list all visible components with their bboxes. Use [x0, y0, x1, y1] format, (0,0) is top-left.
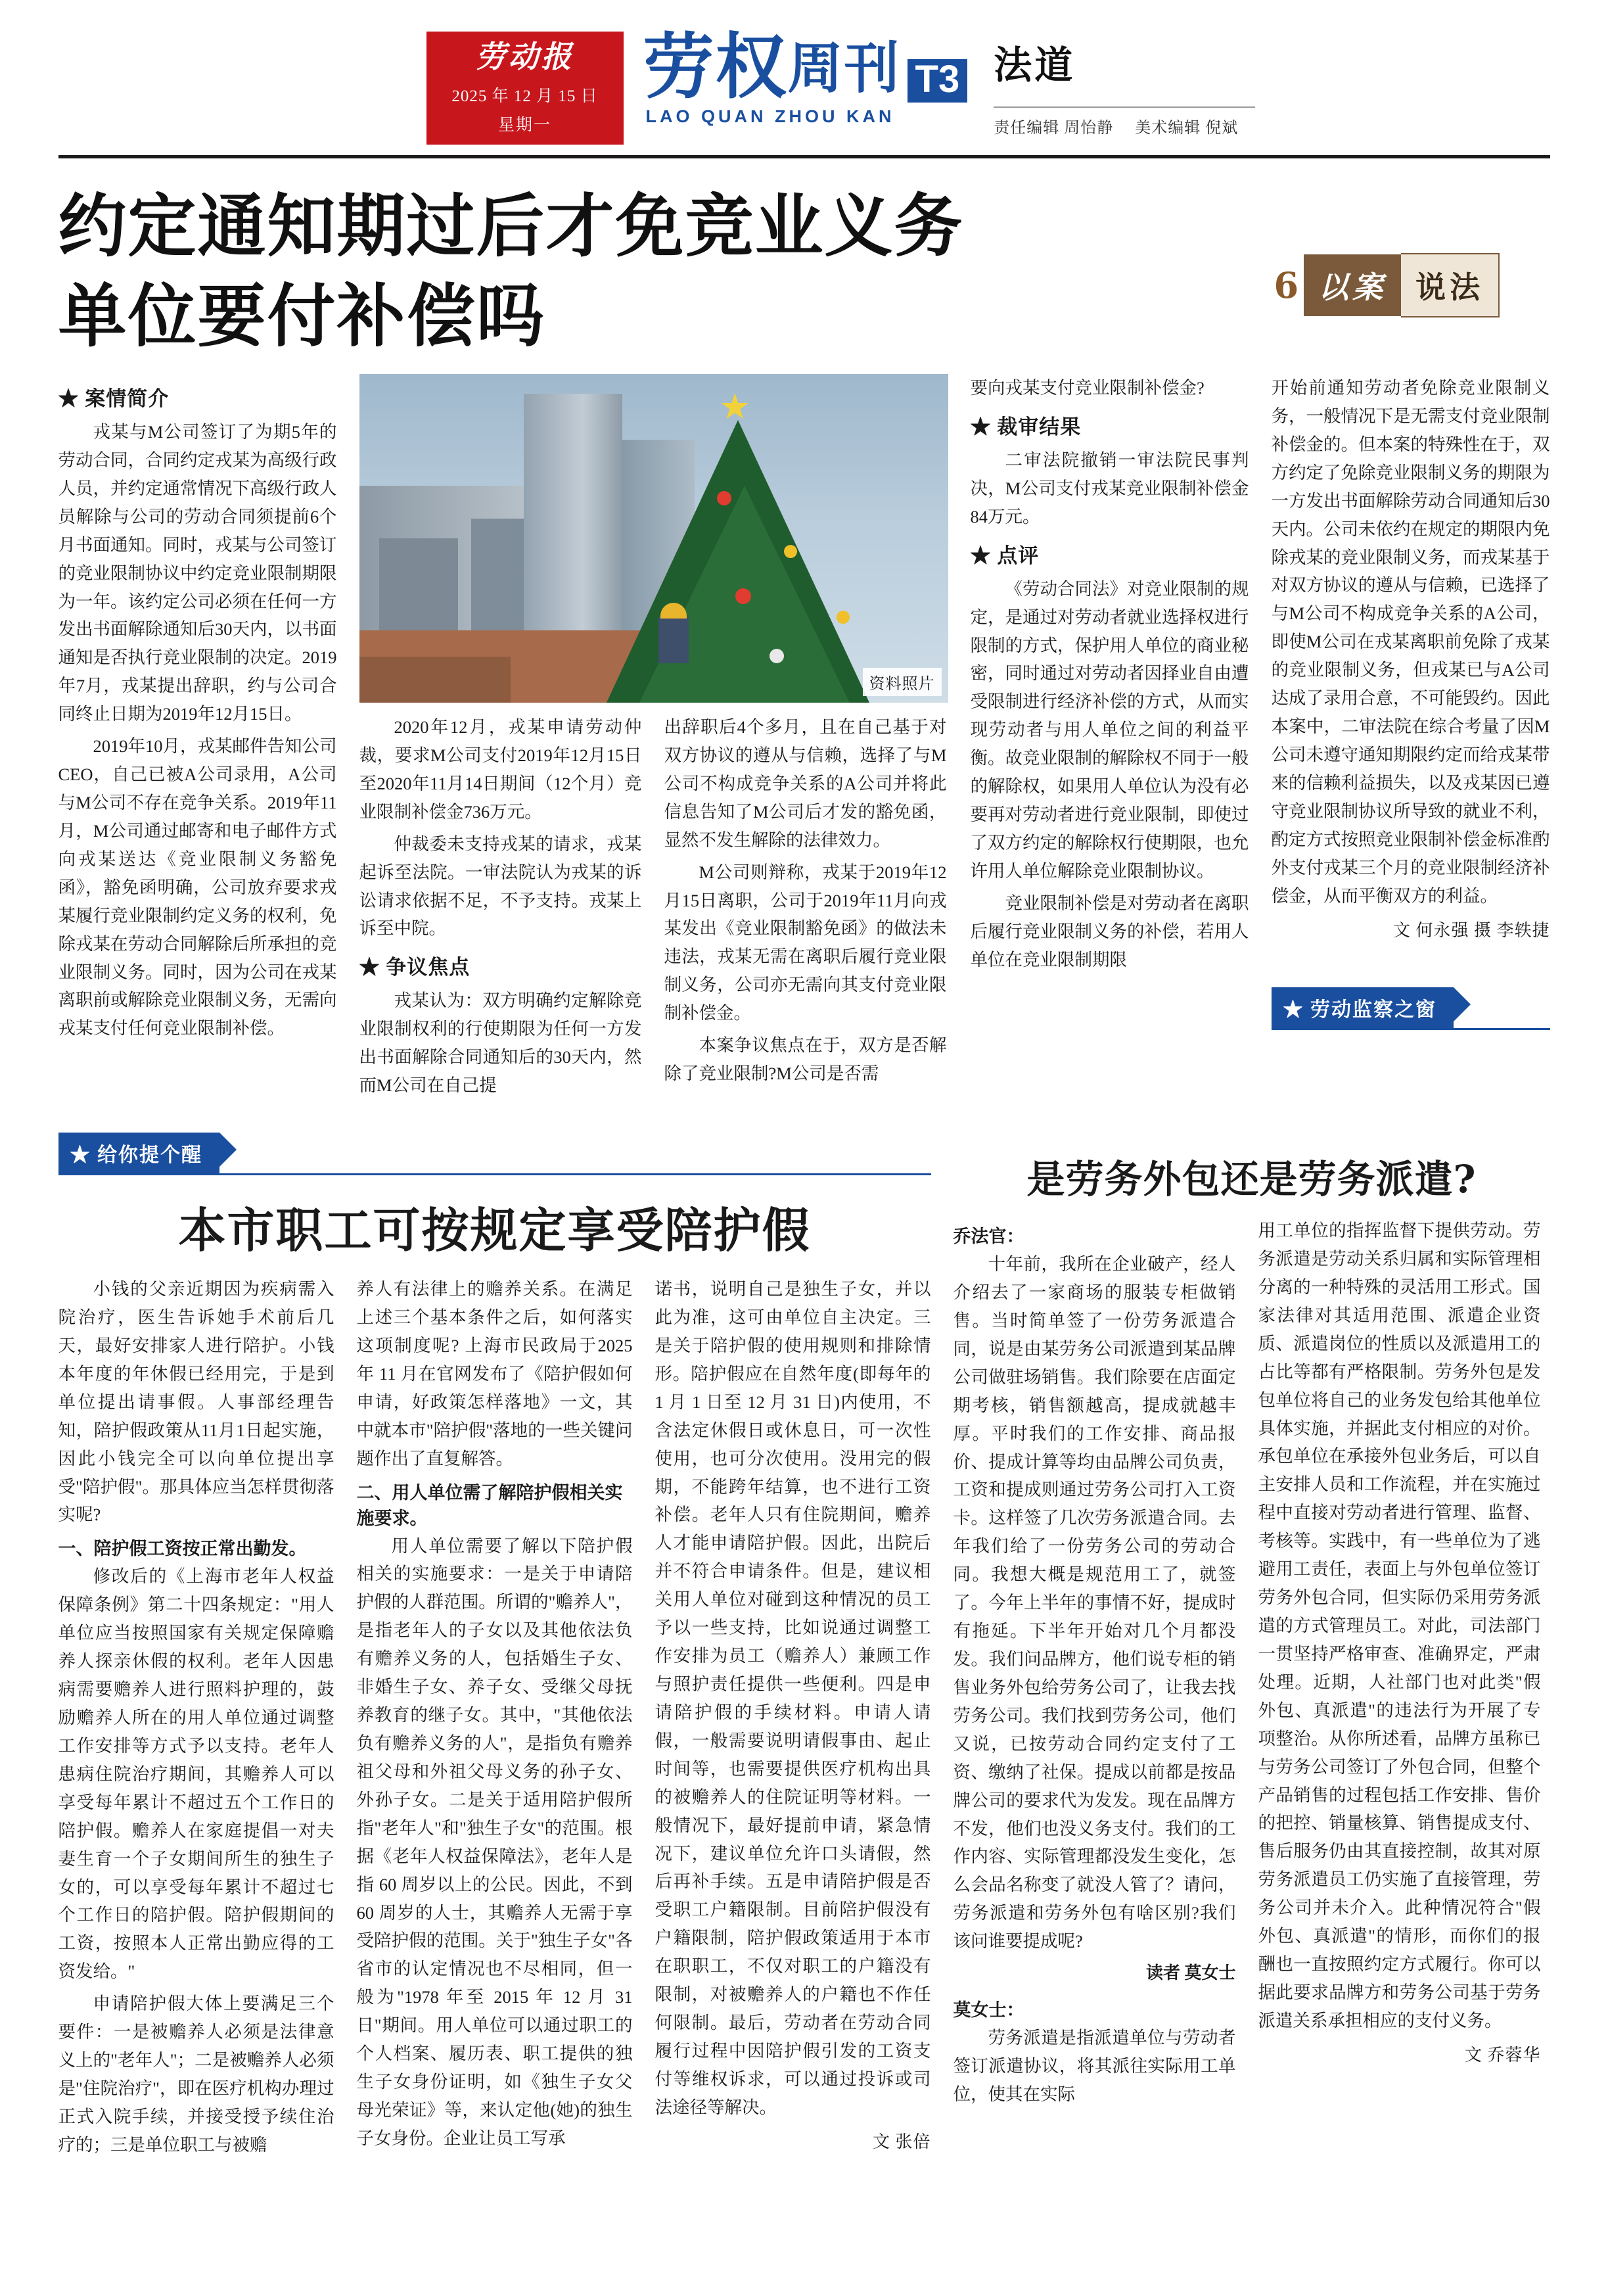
article3-block — [953, 1133, 1550, 2113]
article1-column-1 — [58, 374, 337, 1104]
banner-reminder: ★ 给你提个醒 — [58, 1133, 220, 1173]
article1-photo-and-columns — [359, 374, 948, 1104]
article3-col2-text — [953, 2024, 1236, 2109]
article2-subheading-1: 一、陪护假工资按正常出勤发。 — [58, 1539, 307, 1559]
article1-byline: 文 何永强 摄 李轶捷 — [1392, 920, 1550, 940]
page-number-badge: T3 — [907, 59, 968, 103]
publication-weekday: 星期一 — [497, 116, 551, 134]
article3-reader-signature: 读者 莫女士 — [1145, 1963, 1236, 1983]
article-care-leave — [58, 1133, 1550, 2163]
article3-byline: 文 乔蓉华 — [1464, 2045, 1541, 2065]
paragraph: 二审法院撤销一审法院民事判决，M公司支付戎某竞业限制补偿金84万元。 — [970, 450, 1249, 527]
column-logo-part2: 说法 — [1401, 253, 1500, 317]
paragraph: 用工单位的指挥监督下提供劳动。劳务派遣是劳动关系归属和实际管理相分离的一种特殊的灵活用工形式。国家法律对其适用范围、派遣企业资质、派遣岗位的性质以及派遣用工的占比等都有严格限制。劳务外包是发包单位将自己的业务发包给其他单位具体实施，并据此支付相应的对价。承包单位在承接外包业务后，可以自主安排人员和工作流程，并在实施过程中直接对劳动者进行管理、监督、考核等。实践中，有一些单位为了逃避用工责任，表面上与外包单位签订劳务外包合同，但实际仍采用劳务派遣的方式管理员工。对此，司法部门一贯坚持严格审查、准确界定，严肃处理。近期，人社部门也对此类"假外包、真派遣"的违法行为开展了专项整治。从你所述看，品牌方虽称已与劳务公司签订了外包合同，但整个产品销售的过程包括工作安排、售价的把控、销量核算、销售提成支付、售后服务仍由其直接控制，故其对原劳务派遣员工仍实施了直接管理，劳务公司并未介入。此种情况符合"假外包、真派遣"的情形，而你们的报酬也一直按照约定方式履行。你可以据此要求品牌方和劳务公司基于劳务派遣关系承担相应的支付义务。 — [1258, 1221, 1541, 2030]
paragraph: 戎某认为：双方明确约定解除竞业限制权利的行使期限为任何一方发出书面解除合同通知后的30天内，然而M公司在自己提 — [359, 991, 642, 1096]
article2-subheading-2: 二、用人单位需了解陪护假相关实施要求。 — [356, 1482, 623, 1528]
banner-labor-inspection: ★ 劳动监察之窗 — [1272, 987, 1454, 1028]
paragraph: 竞业限制补偿是对劳动者在离职后履行竞业限制义务的补偿，若用人单位在竞业限制期限 — [970, 893, 1249, 970]
masthead-section-block — [994, 32, 1255, 137]
paragraph: 劳务派遣是指派遣单位与劳动者签订派遣协议，将其派往实际用工单位，使其在实际 — [953, 2028, 1236, 2104]
photo-tree-star-icon: ★ — [719, 387, 751, 427]
article1-column-3 — [664, 713, 947, 1104]
photo-lowrise-2 — [359, 657, 511, 703]
article3-banner-wrap — [1272, 987, 1550, 1030]
paragraph: 养人有法律上的赡养关系。在满足上述三个基本条件之后，如何落实这项制度呢? 上海市民政局于2025 年 11 月在官网发布了《陪护假如何申请，好政策怎样落地》一文，其中就本市"陪护假"落地的一些关键问题作出了直复解答。 — [356, 1279, 633, 1468]
paragraph: 用人单位需要了解以下陪护假相关的实施要求：一是关于申请陪护假的人群范围。所谓的"赡养人"，是指老年人的子女以及其他依法负有赡养义务的人，包括婚生子女、非婚生子女、养子女、受继父母抚养教育的继子女。其中，"其他依法负有赡养义务的人"，是指负有赡养祖父母和外祖父母义务的孙子女、外孙子女。二是关于适用陪护假所指"老年人"和"独生子女"的范围。根据《老年人权益保障法》，老年人是指 60 周岁以上的公民。因此，不到 60 周岁的人士，其赡养人无需于享受陪护假的范围。关于"独生子女"各省市的认定情况也不尽相同，但一般为"1978 年至 2015 年 12 月 31 日"期间。用人单位可以通过职工的个人档案、履历表、职工提供的独生子女身份证明，如《独生子女父母光荣证》等，来认定他(她)的独生子女身份。企业让员工写承 — [356, 1535, 633, 2148]
masthead-pinyin: LAO QUAN ZHOU KAN — [645, 106, 895, 126]
article2-columns — [58, 1275, 931, 2163]
article1-column-4 — [971, 374, 1249, 1104]
column-logo — [1274, 253, 1550, 317]
photo-worker-body — [658, 617, 689, 663]
headline-row — [58, 181, 1550, 362]
article2-col2-text — [357, 1275, 633, 1472]
paragraph: 要向戎某支付竞业限制补偿金? — [970, 378, 1205, 398]
heading-case-intro: ★ 案情简介 — [58, 387, 170, 411]
section-title: 法道 — [994, 44, 1076, 87]
paragraph: 出辞职后4个多月，且在自己基于对双方协议的遵从与信赖，选择了与M公司不构成竞争关系的A公司并将此信息告知了M公司后才发的豁免函，显然不发生解除的法律效力。 — [664, 717, 947, 850]
photo-ornament — [784, 545, 797, 558]
article2-byline: 文 张倍 — [872, 2132, 931, 2151]
paragraph: 戎某与M公司签订了为期5年的劳动合同，合同约定戎某为高级行政人员，并约定通常情况下高级行政人员解除与公司的劳动合同须提前6个月书面通知。同时，戎某与公司签订的竞业限制协议中约定竞业限制期限为一年。该约定公司必须在任何一方发出书面解除通知后30天内，以书面通知是否执行竞业限制的决定。2019年7月，戎某提出辞职，约与公司合同终止日期为2019年12月15日。 — [58, 422, 337, 724]
photo-ornament — [735, 588, 751, 604]
headline-line-1: 约定通知期过后才免竞业义务 — [58, 185, 964, 266]
article1-comment-text — [971, 575, 1249, 974]
paragraph: 2020年12月，戎某申请劳动仲裁，要求M公司支付2019年12月15日至2020年11月14日期间（12个月）竞业限制补偿金736万元。 — [359, 717, 642, 822]
article1-ruling-text — [971, 446, 1249, 531]
banner-rule — [58, 1173, 931, 1175]
article3-reply-addressee: 莫女士： — [953, 2000, 1024, 2021]
article3-addressee: 乔法官： — [953, 1227, 1024, 1247]
article1-col2-text — [359, 713, 642, 943]
article1-col4-top-text — [971, 374, 1249, 402]
paragraph: 开始前通知劳动者免除竞业限制义务，一般情况下是无需支付竞业限制补偿金的。但本案的特殊性在于，双方约定了免除竞业限制义务的期限为一方发出书面解除劳动合同通知后30天内。公司未依约在规定的期限内免除戎某的竞业限制义务，而戎某基于对双方协议的遵从与信赖，已选择了与M公司不构成竞争关系的A公司，即使M公司在戎某离职前免除了戎某的竞业限制义务，但戎某已与A公司达成了录用合意，不可能毁约。因此本案中，二审法院在综合考量了因M公司未遵守通知期限约定而给戎某带来的信赖利益损失，以及戎某因已遵守竞业限制协议所导致的就业不利，酌定方式按照竞业限制补偿金标准酌外支付戎某三个月的竞业限制经济补偿金，从而平衡双方的利益。 — [1271, 378, 1550, 906]
article2-col2b-text — [357, 1532, 633, 2153]
article1-column-2 — [359, 713, 642, 1104]
article2-column-2 — [357, 1275, 633, 2163]
credit-art-editor: 美术编辑 倪斌 — [1135, 120, 1239, 137]
masthead-divider — [58, 155, 1550, 158]
article1-col3-text — [664, 713, 947, 1088]
paragraph: 小钱的父亲近期因为疾病需入院治疗，医生告诉她手术前后几天，最好安排家人进行陪护。小钱本年度的年休假已经用完，于是到单位提出请事假。人事部经理告知，陪护假政策从11月1日起实施，因此小钱完全可以向单位提出享受"陪护假"。那具体应当怎样贯彻落实呢? — [58, 1279, 334, 1525]
article1-column-5 — [1272, 374, 1550, 1104]
paragraph: 《劳动合同法》对竞业限制的规定，是通过对劳动者就业选择权进行限制的方式，保护用人单位的商业秘密，同时通过对劳动者因择业自由遭受限制进行经济补偿的方式，从而实现劳动者与用人单位之间的利益平衡。故竞业限制的解除权不同于一般的解除权，如果用人单位认为没有必要再对劳动者进行竞业限制，即使过了双方约定的解除权行使期限，也允许用人单位解除竞业限制协议。 — [970, 578, 1249, 881]
heading-ruling: ★ 裁审结果 — [970, 415, 1082, 438]
masthead-title-sub: 周刊 — [787, 35, 901, 101]
column-logo-number: 6 — [1274, 264, 1299, 306]
paragraph: 诺书，说明自己是独生子女，并以此为准，这可由单位自主决定。三是关于陪护假的使用规则和排除情形。陪护假应在自然年度(即每年的 1 月 1 日至 12 月 31 日)内使用，不含法定休假日或休息日，可一次性使用，也可分次使用。没用完的假期，不能跨年结算，也不进行工资补偿。老年人只有住院期间，赡养人才能申请陪护假。因此，出院后并不符合申请条件。但是，建议相关用人单位对碰到这种情况的员工予以一些支持，比如说通过调整工作安排为员工（赡养人）兼顾工作与照护责任提供一些便利。四是申请陪护假的手续材料。申请人请假，一般需要说明请假事由、起止时间等，也需要提供医疗机构出具的被赡养人的住院证明等材料。一般情况下，最好提前申请，紧急情况下，建议单位允许口头请假，然后再补手续。五是申请陪护假是否受职工户籍限制。目前陪护假没有户籍限制，陪护假政策适用于本市在职职工，不仅对职工的户籍没有限制，对被赡养人的户籍也不作任何限制。最后，劳动者在劳动合同履行过程中因陪护假引发的工资支付等维权诉求，可以通过投诉或司法途径等解决。 — [655, 1279, 931, 2117]
article1-col5-text — [1272, 374, 1550, 910]
paragraph: 本案争议焦点在于，双方是否解除了竞业限制?M公司是否需 — [664, 1035, 947, 1084]
article1-col2-focus-text — [359, 987, 642, 1100]
article3-column-2 — [1258, 1217, 1541, 2113]
article2-title: 本市职工可按规定享受陪护假 — [178, 1202, 811, 1259]
photo-ornament — [837, 611, 850, 624]
article2-col1b-text — [58, 1562, 334, 2159]
paragraph: 修改后的《上海市老年人权益保障条例》第二十四条规定："用人单位应当按照国家有关规定保障赡养人探亲休假的权利。老年人因患病需要赡养人进行照料护理的，鼓励赡养人所在的用人单位通过调整工作安排等方式予以支持。老年人患病住院治疗期间，其赡养人可以享受每年累计不超过五个工作日的陪护假。赡养人在家庭提倡一对夫妻生育一个子女期间所生的独生子女的，可以享受每年累计不超过七个工作日的陪护假。陪护假期间的工资，按照本人正常出勤应得的工资发给。" — [58, 1566, 334, 1982]
article-photo — [359, 374, 948, 703]
column-logo-part1: 以案 — [1304, 254, 1401, 316]
photo-ornament — [770, 649, 784, 663]
heading-comment: ★ 点评 — [970, 544, 1040, 567]
banner-rule — [1272, 1028, 1550, 1030]
article-competition-clause — [58, 374, 1550, 1104]
article2-col3-text — [655, 1275, 931, 2122]
masthead-date-stamp — [426, 32, 624, 145]
paragraph: 仲裁委未支持戎某的请求，戎某起诉至法院。一审法院认为戎某的诉讼请求依据不足，不予支持。戎某上诉至中院。 — [359, 833, 642, 939]
article3-column-1 — [953, 1217, 1236, 2113]
masthead-title — [643, 26, 968, 127]
article3-columns — [953, 1217, 1550, 2113]
heading-dispute-focus: ★ 争议焦点 — [359, 956, 471, 979]
article3-title: 是劳务外包还是劳务派遣? — [1026, 1157, 1477, 1202]
masthead — [426, 0, 1550, 151]
article2-block — [58, 1133, 931, 2163]
publication-name: 劳动报 — [475, 39, 574, 74]
article3-col1-text — [953, 1250, 1236, 1956]
article3-col3-text — [1258, 1217, 1541, 2035]
paragraph: 十年前，我所在企业破产，经人介绍去了一家商场的服装专柜做销售。当时简单签了一份劳务派遣合同，说是由某劳务公司派遣到某品牌公司做驻场销售。我们除要在店面定期考核，销售额越高，提成就越丰厚。平时我们的工作安排、商品报价、提成计算等均由品牌公司负责，工资和提成则通过劳务公司打入工资卡。这样签了几次劳务派遣合同。去年我们给了一份劳务公司的劳动合同。我想大概是规范用工了，就签了。今年上半年的事情不好，提成时有拖延。下半年开始对几个月都没发。我们问品牌方，他们说专柜的销售业务外包给劳务公司了，让我去找劳务公司。我们找到劳务公司，他们又说，已按劳动合同约定支付了工资、缴纳了社保。提成以前都是按品牌公司的要求代为发发。现在品牌方不发，他们也没义务支付。我们的工作内容、实际管理都没发生变化，怎么会品名称变了就没人管了？请问，劳务派遣和劳务外包有啥区别?我们该问谁要提成呢? — [953, 1254, 1236, 1952]
paragraph: 2019年10月，戎某邮件告知公司CEO，自己已被A公司录用，A公司与M公司不存在竞争关系。2019年11月，M公司通过邮寄和电子邮件方式向戎某送达《竞业限制义务豁免函》，豁免函明确，公司放弃要求戎某履行竞业限制约定义务的权利，免除戎某在劳动合同解除后所承担的竞业限制义务。同时，因为公司在戎某离职前或解除竞业限制义务，无需向戎某支付任何竞业限制补偿。 — [58, 736, 337, 1039]
paragraph: M公司则辩称，戎某于2019年12月15日离职，公司于2019年11月向戎某发出《竞业限制豁免函》的做法未违法，戎某无需在离职后履行竞业限制义务，公司亦无需向其支付竞业限制补偿金。 — [664, 862, 947, 1023]
article2-column-3 — [655, 1275, 931, 2163]
page-title — [58, 181, 1274, 362]
paragraph: 申请陪护假大体上要满足三个要件：一是被赡养人必须是法律意义上的"老年人"；二是被赡养人必须是"住院治疗"，即在医疗机构办理过正式入院手续，并接受授予续住治疗的；三是单位职工与被赡 — [58, 1994, 334, 2155]
photo-caption: 资料照片 — [863, 668, 942, 696]
article1-col1-text — [58, 418, 337, 1043]
article2-col1-text — [58, 1275, 334, 1529]
headline-line-2: 单位要付补偿吗 — [58, 275, 546, 356]
masthead-credits — [994, 106, 1255, 137]
article2-column-1 — [58, 1275, 334, 2163]
photo-ornament — [717, 491, 731, 505]
masthead-title-main: 劳权 — [643, 26, 788, 108]
credit-responsible-editor: 责任编辑 周怡静 — [994, 120, 1114, 137]
publication-date: 2025 年 12 月 15 日 — [451, 87, 598, 105]
